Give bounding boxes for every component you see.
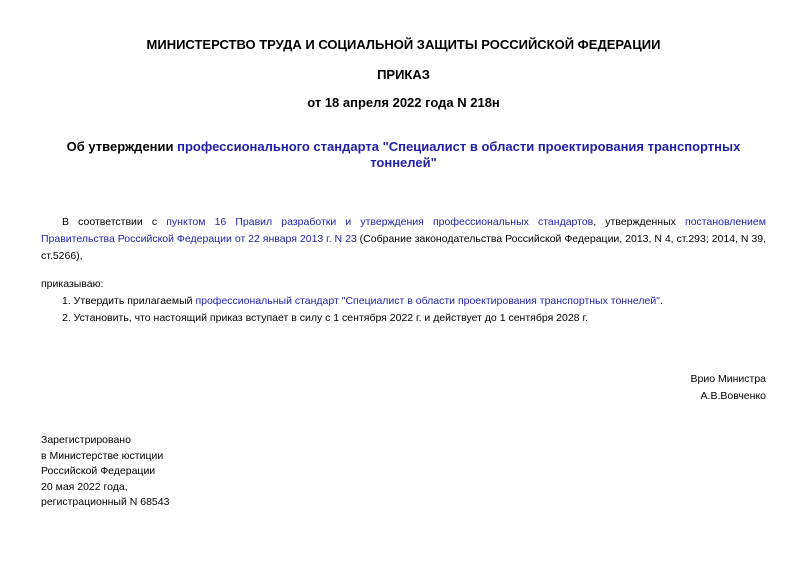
order-item-1 [41,293,766,310]
resolution-link[interactable]: постановлением Правительства Российской Федерации от 22 января 2013 г. N 23 [41,216,766,245]
order-item-2 [41,310,766,327]
document-title [40,139,767,171]
title-prefix: Об утверждении [66,139,178,154]
rules-link[interactable]: пунктом 16 Правил разработки и утверждения профессиональных стандартов [166,216,594,228]
registration-line: Зарегистрировано [41,434,131,446]
order-word: приказываю: [41,278,104,290]
registration-block [41,433,169,511]
registration-line: регистрационный N 68543 [41,496,170,508]
date-number-heading: от 18 апреля 2022 года N 218н [307,95,500,110]
preamble-paragraph [41,214,766,265]
item-1-text: 1. Утвердить прилагаемый [62,295,196,307]
standard-title-link[interactable]: профессионального стандарта "Специалист в области проектирования транспортных тоннелей" [177,139,741,170]
registration-line: 20 мая 2022 года, [41,480,128,493]
registration-line: Российской Федерации [41,465,156,477]
preamble-text-1: В соответствии с [62,216,167,228]
signature-position: Врио Министра [690,373,766,385]
signature-name: А.В.Вовченко [700,390,766,402]
registration-line: в Министерстве юстиции [41,449,164,462]
preamble-text-2: , утвержденных [593,216,686,228]
ministry-heading: МИНИСТЕРСТВО ТРУДА И СОЦИАЛЬНОЙ ЗАЩИТЫ РОССИЙСКОЙ ФЕДЕРАЦИИ [146,37,661,52]
signature-block [691,371,766,405]
document-type-heading: ПРИКАЗ [377,67,430,82]
item-2-text: 2. Установить, что настоящий приказ вступает в силу с 1 сентября 2022 г. и действует до 1 сентября 2028 г. [62,312,588,324]
standard-link[interactable]: профессиональный стандарт "Специалист в области проектирования транспортных тоннелей" [195,295,660,307]
preamble-text-3: (Собрание законодательства Российской Федерации, 2013, N 4, ст.293; 2014, N 39, ст.5266), [41,233,766,262]
item-1-post: . [659,295,663,307]
